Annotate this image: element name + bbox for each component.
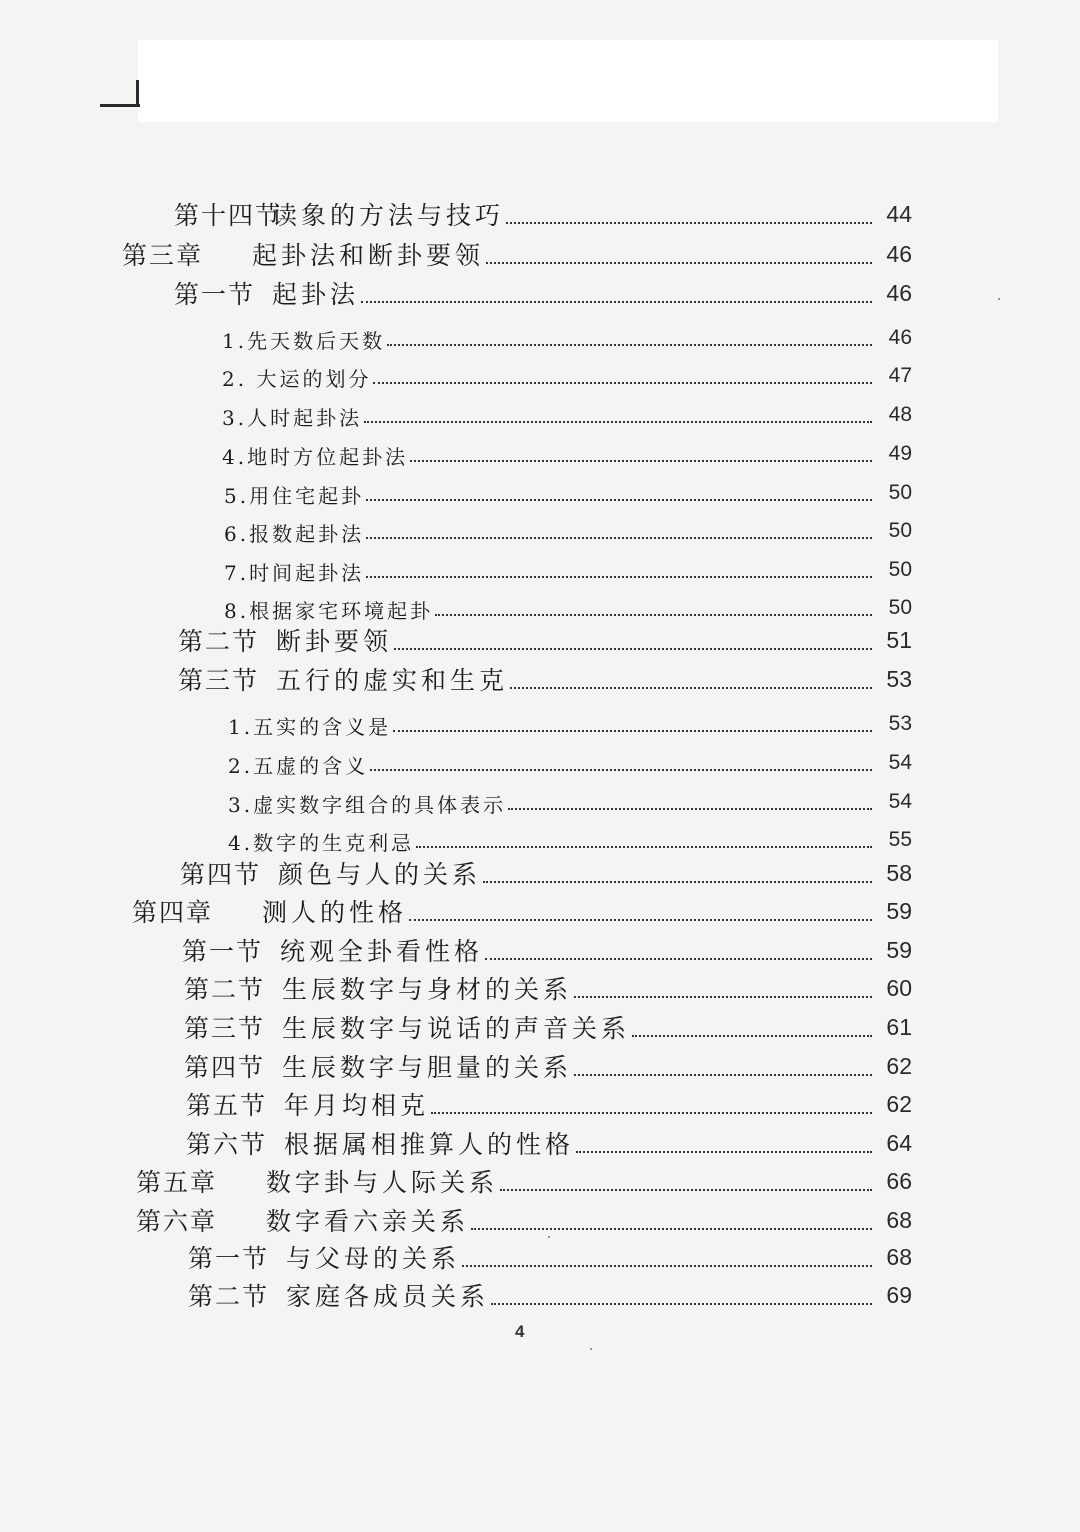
dot-leader (366, 537, 872, 539)
toc-section-entry (188, 1279, 912, 1313)
dot-leader (486, 262, 872, 264)
page-number: 4 (515, 1322, 525, 1341)
dot-leader (485, 958, 872, 960)
toc-subsection-entry (228, 784, 912, 818)
dot-leader (500, 1189, 872, 1191)
toc-entry-number: 第三章 (122, 241, 204, 270)
toc-entry-title: 6.报数起卦法 (224, 522, 365, 546)
toc-entry-number: 第五节 (186, 1091, 268, 1120)
toc-entry-title: 生辰数字与说话的声音关系 (282, 1014, 631, 1043)
dot-leader (370, 769, 872, 771)
toc-subsection-entry (224, 513, 912, 547)
toc-page-number: 50 (888, 519, 912, 542)
dot-leader (471, 1228, 872, 1230)
toc-section-entry (174, 198, 912, 232)
toc-entry-title: 起卦法和断卦要领 (252, 241, 485, 270)
toc-entry-title: 断卦要领 (276, 627, 393, 656)
toc-entry-number: 第二节 (178, 627, 260, 656)
dot-leader (410, 460, 872, 462)
toc-entry-number: 第六节 (186, 1130, 268, 1159)
toc-page-number: 64 (886, 1130, 912, 1156)
toc-page-number: 48 (888, 403, 912, 426)
toc-entry-number: 第六章 (136, 1207, 218, 1236)
toc-page-number: 68 (886, 1244, 912, 1270)
toc-chapter-entry (136, 1165, 912, 1199)
toc-page-number: 62 (886, 1053, 912, 1079)
toc-subsection-entry (222, 358, 912, 392)
toc-entry-title: 颜色与人的关系 (278, 860, 482, 889)
toc-entry-title: 7.时间起卦法 (224, 561, 365, 585)
toc-page-number: 53 (888, 712, 912, 735)
toc-entry-title: 测人的性格 (262, 898, 408, 927)
toc-page-number: 50 (888, 558, 912, 581)
toc-entry-title: 读象的方法与技巧 (272, 201, 505, 230)
toc-entry-number: 第一节 (174, 280, 256, 309)
toc-chapter-entry (136, 1204, 912, 1238)
toc-entry-title: 3.人时起卦法 (222, 406, 363, 430)
dot-leader (416, 846, 872, 848)
dot-leader (632, 1035, 872, 1037)
toc-entry-number: 第一节 (188, 1244, 270, 1273)
toc-entry-title: 3.虚实数字组合的具体表示 (228, 793, 507, 817)
toc-page-number: 46 (888, 326, 912, 349)
toc-section-entry (184, 972, 912, 1006)
toc-page-number: 47 (888, 364, 912, 387)
dot-leader (364, 421, 872, 423)
dot-leader (483, 881, 872, 883)
toc-page-number: 46 (886, 280, 912, 306)
dot-leader (435, 614, 872, 616)
toc-entry-number: 第三节 (184, 1014, 266, 1043)
toc-page-number: 61 (886, 1014, 912, 1040)
toc-entry-number: 第一节 (182, 937, 264, 966)
toc-entry-title: 数字卦与人际关系 (266, 1168, 499, 1197)
toc-entry-number: 第二节 (188, 1282, 270, 1311)
toc-page-number: 50 (888, 596, 912, 619)
dot-leader (361, 301, 872, 303)
toc-section-entry (188, 1241, 912, 1275)
toc-entry-title: 2.五虚的含义 (228, 754, 369, 778)
toc-subsection-entry (222, 397, 912, 431)
dot-leader (574, 1074, 872, 1076)
toc-page-number: 62 (886, 1091, 912, 1117)
toc-entry-title: 1.先天数后天数 (222, 329, 386, 353)
toc-page-number: 66 (886, 1168, 912, 1194)
toc-entry-title: 起卦法 (272, 280, 360, 309)
toc-entry-number: 第三节 (178, 666, 260, 695)
toc-entry-title: 生辰数字与胆量的关系 (282, 1053, 573, 1082)
dot-leader (506, 222, 872, 224)
toc-section-entry (174, 277, 912, 311)
toc-entry-title: 数字看六亲关系 (266, 1207, 470, 1236)
toc-entry-title: 家庭各成员关系 (286, 1282, 490, 1311)
toc-page-number: 46 (886, 241, 912, 267)
toc-page-number: 44 (886, 201, 912, 227)
toc-page-number: 51 (886, 627, 912, 653)
dot-leader (508, 808, 872, 810)
toc-page-number: 68 (886, 1207, 912, 1233)
toc-entry-number: 第四章 (132, 898, 214, 927)
toc-section-entry (184, 1050, 912, 1084)
toc-section-entry (180, 857, 912, 891)
toc-subsection-entry (222, 320, 912, 354)
toc-page-number: 59 (886, 898, 912, 924)
toc-entry-title: 年月均相克 (284, 1091, 430, 1120)
dot-leader (373, 382, 872, 384)
scan-speck (998, 298, 1000, 300)
dot-leader (510, 687, 872, 689)
toc-chapter-entry (132, 895, 912, 929)
dot-leader (387, 344, 872, 346)
dot-leader (394, 648, 872, 650)
scan-speck (548, 1236, 550, 1238)
toc-page-number: 55 (888, 828, 912, 851)
toc-page-number: 69 (886, 1282, 912, 1308)
toc-subsection-entry (228, 745, 912, 779)
toc-entry-title: 1.五实的含义是 (228, 715, 392, 739)
toc-subsection-entry (224, 552, 912, 586)
toc-section-entry (184, 1011, 912, 1045)
toc-chapter-entry (122, 238, 912, 272)
toc-entry-title: 4.数字的生克利忌 (228, 831, 415, 855)
toc-subsection-entry (228, 822, 912, 856)
scan-speck (590, 1348, 592, 1350)
dot-leader (574, 996, 872, 998)
toc-page-number: 49 (888, 442, 912, 465)
toc-entry-number: 第十四节 (174, 201, 283, 230)
toc-entry-title: 8.根据家宅环境起卦 (224, 599, 434, 623)
toc-subsection-entry (222, 436, 912, 470)
toc-entry-number: 第五章 (136, 1168, 218, 1197)
dot-leader (576, 1151, 872, 1153)
toc-entry-title: 生辰数字与身材的关系 (282, 975, 573, 1004)
toc-entry-number: 第二节 (184, 975, 266, 1004)
dot-leader (462, 1265, 872, 1267)
toc-page-number: 58 (886, 860, 912, 886)
toc-section-entry (178, 663, 912, 697)
toc-entry-number: 第四节 (184, 1053, 266, 1082)
dot-leader (491, 1303, 872, 1305)
toc-page-number: 50 (888, 481, 912, 504)
dot-leader (409, 919, 872, 921)
toc-entry-title: 统观全卦看性格 (280, 937, 484, 966)
dot-leader (431, 1112, 872, 1114)
toc-entry-title: 2. 大运的划分 (222, 367, 372, 391)
dot-leader (393, 730, 872, 732)
toc-entry-title: 五行的虚实和生克 (276, 666, 509, 695)
toc-entry-title: 4.地时方位起卦法 (222, 445, 409, 469)
toc-section-entry (182, 934, 912, 968)
toc-page-number: 54 (888, 751, 912, 774)
toc-section-entry (186, 1127, 912, 1161)
toc-section-entry (178, 624, 912, 658)
toc-subsection-entry (228, 706, 912, 740)
toc-page-number: 60 (886, 975, 912, 1001)
toc-section-entry (186, 1088, 912, 1122)
toc-page-number: 54 (888, 790, 912, 813)
dot-leader (366, 576, 872, 578)
toc-page-number: 53 (886, 666, 912, 692)
toc-entry-title: 5.用住宅起卦 (224, 484, 365, 508)
toc-subsection-entry (224, 590, 912, 624)
toc-entry-title: 根据属相推算人的性格 (284, 1130, 575, 1159)
toc-page-number: 59 (886, 937, 912, 963)
toc-entry-title: 与父母的关系 (286, 1244, 461, 1273)
toc-entry-number: 第四节 (180, 860, 262, 889)
dot-leader (366, 499, 872, 501)
toc-subsection-entry (224, 475, 912, 509)
